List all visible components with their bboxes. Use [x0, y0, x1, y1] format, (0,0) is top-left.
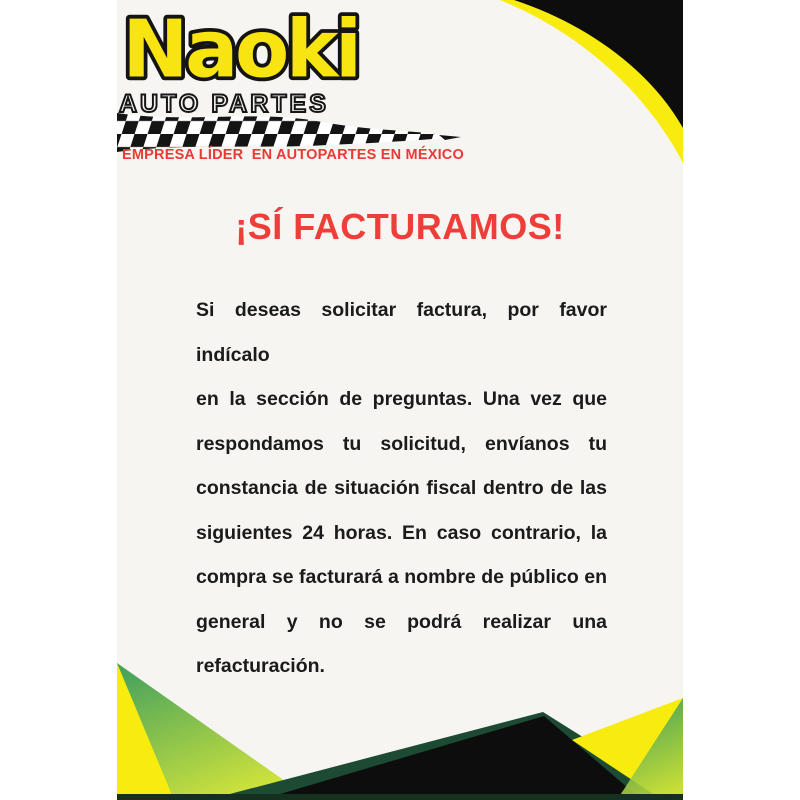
body-text-line: en la sección de preguntas. Una vez que — [196, 388, 607, 410]
bottom-corner-decoration — [117, 640, 683, 800]
top-right-corner-decoration — [493, 0, 683, 170]
body-text-line: compra se facturará a nombre de público en — [196, 566, 607, 588]
body-text-line: siguientes 24 horas. En caso contrario, la — [196, 521, 607, 544]
brand-logo — [119, 2, 371, 94]
body-text-line: respondamos tu solicitud, envíanos tu — [196, 432, 607, 455]
brand-tagline: EMPRESA LÍDER EN AUTOPARTES EN MÉXICO — [122, 147, 464, 163]
body-text-line: constancia de situación fiscal dentro de las — [196, 477, 607, 499]
body-text — [196, 288, 607, 689]
body-text-line: general y no se podrá realizar una — [196, 610, 607, 633]
brand-logo-subtext: AUTO PARTES — [119, 90, 329, 118]
brand-logo-text: Naoki — [122, 3, 359, 94]
page-title: ¡SÍ FACTURAMOS! — [235, 206, 565, 247]
body-text-line: refacturación. — [196, 655, 325, 677]
body-text-line: Si deseas solicitar factura, por favor indícalo — [196, 299, 607, 366]
flyer-page — [117, 0, 683, 800]
